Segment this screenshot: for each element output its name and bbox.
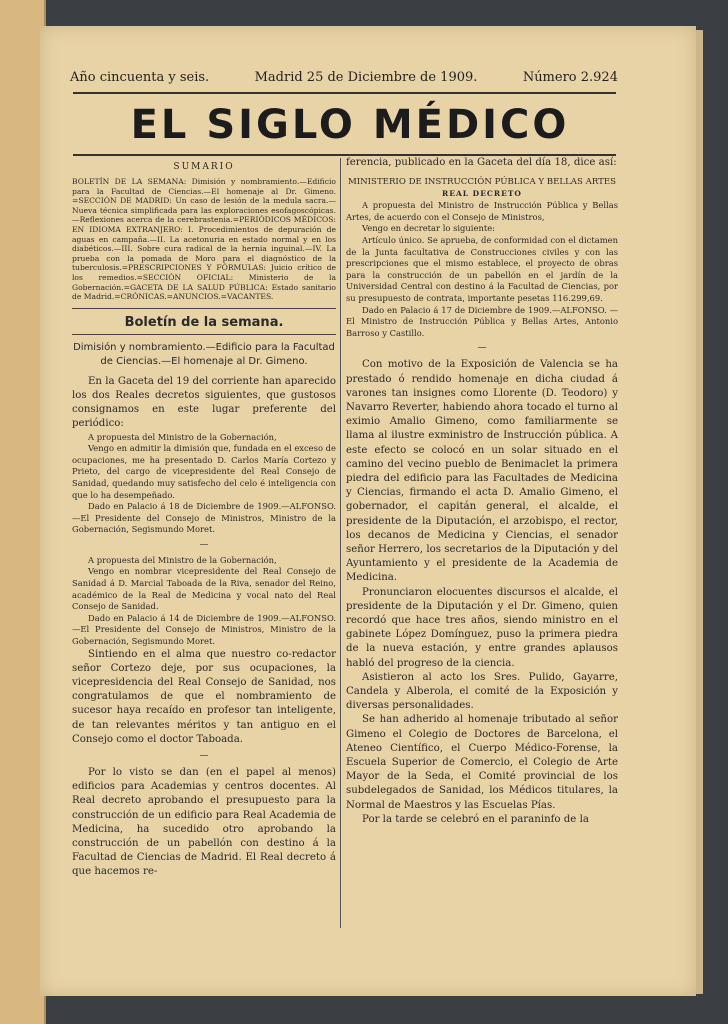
issue-date: Madrid 25 de Diciembre de 1909. — [254, 70, 478, 85]
sumario-rule — [72, 308, 336, 309]
paragraph: En la Gaceta del 19 del corriente han aparecido los dos Reales decretos siguientes, que gustosos consignamos en este lugar preferente del periódico: — [72, 375, 336, 430]
right-column — [346, 156, 618, 827]
decree-heading: REAL DECRETO — [442, 189, 522, 199]
decree-line: Dado en Palacio á 17 de Diciembre de 1909.—ALFONSO. —El Ministro de Instrucción Pública y Bellas Artes, Antonio Barroso y Castillo. — [346, 304, 618, 338]
boletin-title: Boletín de la semana. — [124, 314, 284, 330]
paragraph: Por lo visto se dan (en el papel al menos) edificios para Academias y centros docentes. Al Real decreto aprobando el presupuesto para la construcción de un edificio para Real Academia de Medicina, ha sucedido otro aprobando la construcción de un pabellón con destino á la Facultad de Ciencias de Madrid. El Real decreto á que hacemos re- — [72, 767, 336, 878]
separator: — — [199, 539, 209, 550]
masthead-title: EL SIGLO MÉDICO — [130, 102, 570, 148]
paragraph: Con motivo de la Exposición de Valencia se ha prestado ó rendido homenaje en dicha ciudad á varones tan insignes como Llorente (D. Teodoro) y Navarro Reverter, habiendo ahora tocado el turno al eximio Amalio Gimeno, como familiarmente se llama al ilustre exministro de Instrucción pública. A este efecto se colocó en un solar situado en el camino del vecino pueblo de Benimaclet la primera piedra del edificio para las Facultades de Medicina y Ciencias, firmando el acta D. Amalio Gimeno, el gobernador, el capitán general, el alcalde, el presidente de la Diputación, el arzobispo, el rector, los decanos de Medicina y Ciencias, el senador señor Herrero, los secretarios de la Diputación y del Ayuntamiento y el presidente de la Academia de Medicina. — [346, 359, 618, 584]
top-rule — [73, 92, 616, 94]
issue-year: Año cincuenta y seis. — [70, 70, 210, 85]
decree-line: Artículo único. Se aprueba, de conformidad con el dictamen de la Junta facultativa de Construcciones civiles y con las prescripciones que el mismo establece, el proyecto de obras para la construcción de un pabellón en el jardín de la Universidad Central con destino á la Facultad de Ciencias, por su presupuesto de contrata, importante pesetas 116.299,69. — [346, 234, 618, 303]
sumario-title: SUMARIO — [173, 162, 235, 172]
paragraph: Asistieron al acto los Sres. Pulido, Gayarre, Candela y Alberola, el comité de la Exposición y diversas personalidades. — [346, 671, 618, 712]
newspaper-page — [40, 26, 696, 996]
paragraph: Se han adherido al homenaje tributado al señor Gimeno el Colegio de Doctores de Barcelona, el Ateneo Científico, el Cuerpo Médico-Forense, la Escuela Superior de Comercio, el Colegio de Arte Mayor de la Seda, el Comité provincial de los subdelegados de Sanidad, los Médicos titulares, la Normal de Maestros y las Escuelas Pías. — [346, 714, 618, 811]
ministry-heading: MINISTERIO DE INSTRUCCIÓN PÚBLICA Y BELLAS ARTES — [347, 177, 617, 188]
boletin-rule — [72, 334, 336, 335]
decree-line: Dado en Palacio á 18 de Diciembre de 1909.—ALFONSO. —El Presidente del Consejo de Ministros, Ministro de la Gobernación, Segismundo Moret. — [72, 501, 336, 535]
decree-line: Vengo en decretar lo siguiente: — [362, 223, 495, 234]
left-column — [72, 156, 336, 880]
boletin-subhead: Dimisión y nombramiento.—Edificio para la Facultad de Ciencias.—El homenaje al Dr. Gimeno. — [73, 341, 335, 367]
separator: — — [199, 751, 209, 762]
paragraph: ferencia, publicado en la Gaceta del día 18, dice así: — [346, 157, 617, 168]
decree-line: A propuesta del Ministro de la Gobernación, — [88, 431, 277, 442]
decree-line: Vengo en admitir la dimisión que, fundada en el exceso de ocupaciones, me ha presentado D. Carlos María Cortezo y Prieto, del cargo de vicepresidente del Real Consejo de Sanidad, quedando muy satisfecho del celo é inteligencia con que lo ha desempeñado. — [72, 443, 336, 500]
decree-line: A propuesta del Ministro de la Gobernación, — [88, 554, 277, 565]
paragraph: Sintiendo en el alma que nuestro co-redactor señor Cortezo deje, por sus ocupaciones, la vicepresidencia del Real Consejo de Sanidad, nos congratulamos de que el nombramiento de sucesor haya recaído en profesor tan inteligente, de tan relevantes méritos y tan antiguo en el Consejo como el doctor Taboada. — [72, 648, 336, 745]
sumario-text: BOLETÍN DE LA SEMANA: Dimisión y nombramiento.—Edificio para la Facultad de Ciencias.—El homenaje al Dr. Gimeno. =SECCIÓN DE MADRID: Un caso de lesión de la medula sacra.—Nueva técnica simplificada para las exploraciones esofagoscópicas.—Reflexiones acerca de la cerebrastenia.=PERIÓDICOS MÉDICOS: EN IDIOMA EXTRANJERO: I. Procedimientos de depuración de aguas en campaña.—II. La acetonuria en estado normal y en los diabéticos.—III. Sobre cura radical de la hernia inguinal.—IV. La prueba con la pomada de Moro para el diagnóstico de la tuberculosis.=PRESCRIPCIONES Y FÓRMULAS: Juicio crítico de los remedios.=SECCIÓN OFICIAL: Ministerio de la Gobernación.=GACETA DE LA SALUD PÚBLICA: Estado sanitario de Madrid.=CRÓNICAS.=ANUNCIOS.=VACANTES. — [72, 177, 336, 302]
paragraph: Por la tarde se celebró en el paraninfo de la — [362, 813, 589, 825]
decree-line: Vengo en nombrar vicepresidente del Real Consejo de Sanidad á D. Marcial Taboada de la Riva, senador del Reino, académico de la Real de Medicina y vocal nato del Real Consejo de Sanidad. — [72, 566, 336, 612]
decree-line: A propuesta del Ministro de Instrucción Pública y Bellas Artes, de acuerdo con el Consejo de Ministros, — [346, 200, 618, 222]
header-line — [70, 70, 618, 85]
separator: — — [477, 343, 487, 354]
decree-line: Dado en Palacio á 14 de Diciembre de 1909.—ALFONSO. —El Presidente del Consejo de Ministros, Ministro de la Gobernación, Segismundo Moret. — [72, 612, 336, 647]
column-divider — [340, 158, 341, 928]
issue-number: Número 2.924 — [522, 70, 618, 85]
paragraph: Pronunciaron elocuentes discursos el alcalde, el presidente de la Diputación y el Dr. Gimeno, quien recordó que hace tres años, siendo ministro en el gabinete López Domínguez, puso la primera piedra de la nueva estación, y entre grandes aplausos habló del progreso de la ciencia. — [346, 586, 618, 669]
